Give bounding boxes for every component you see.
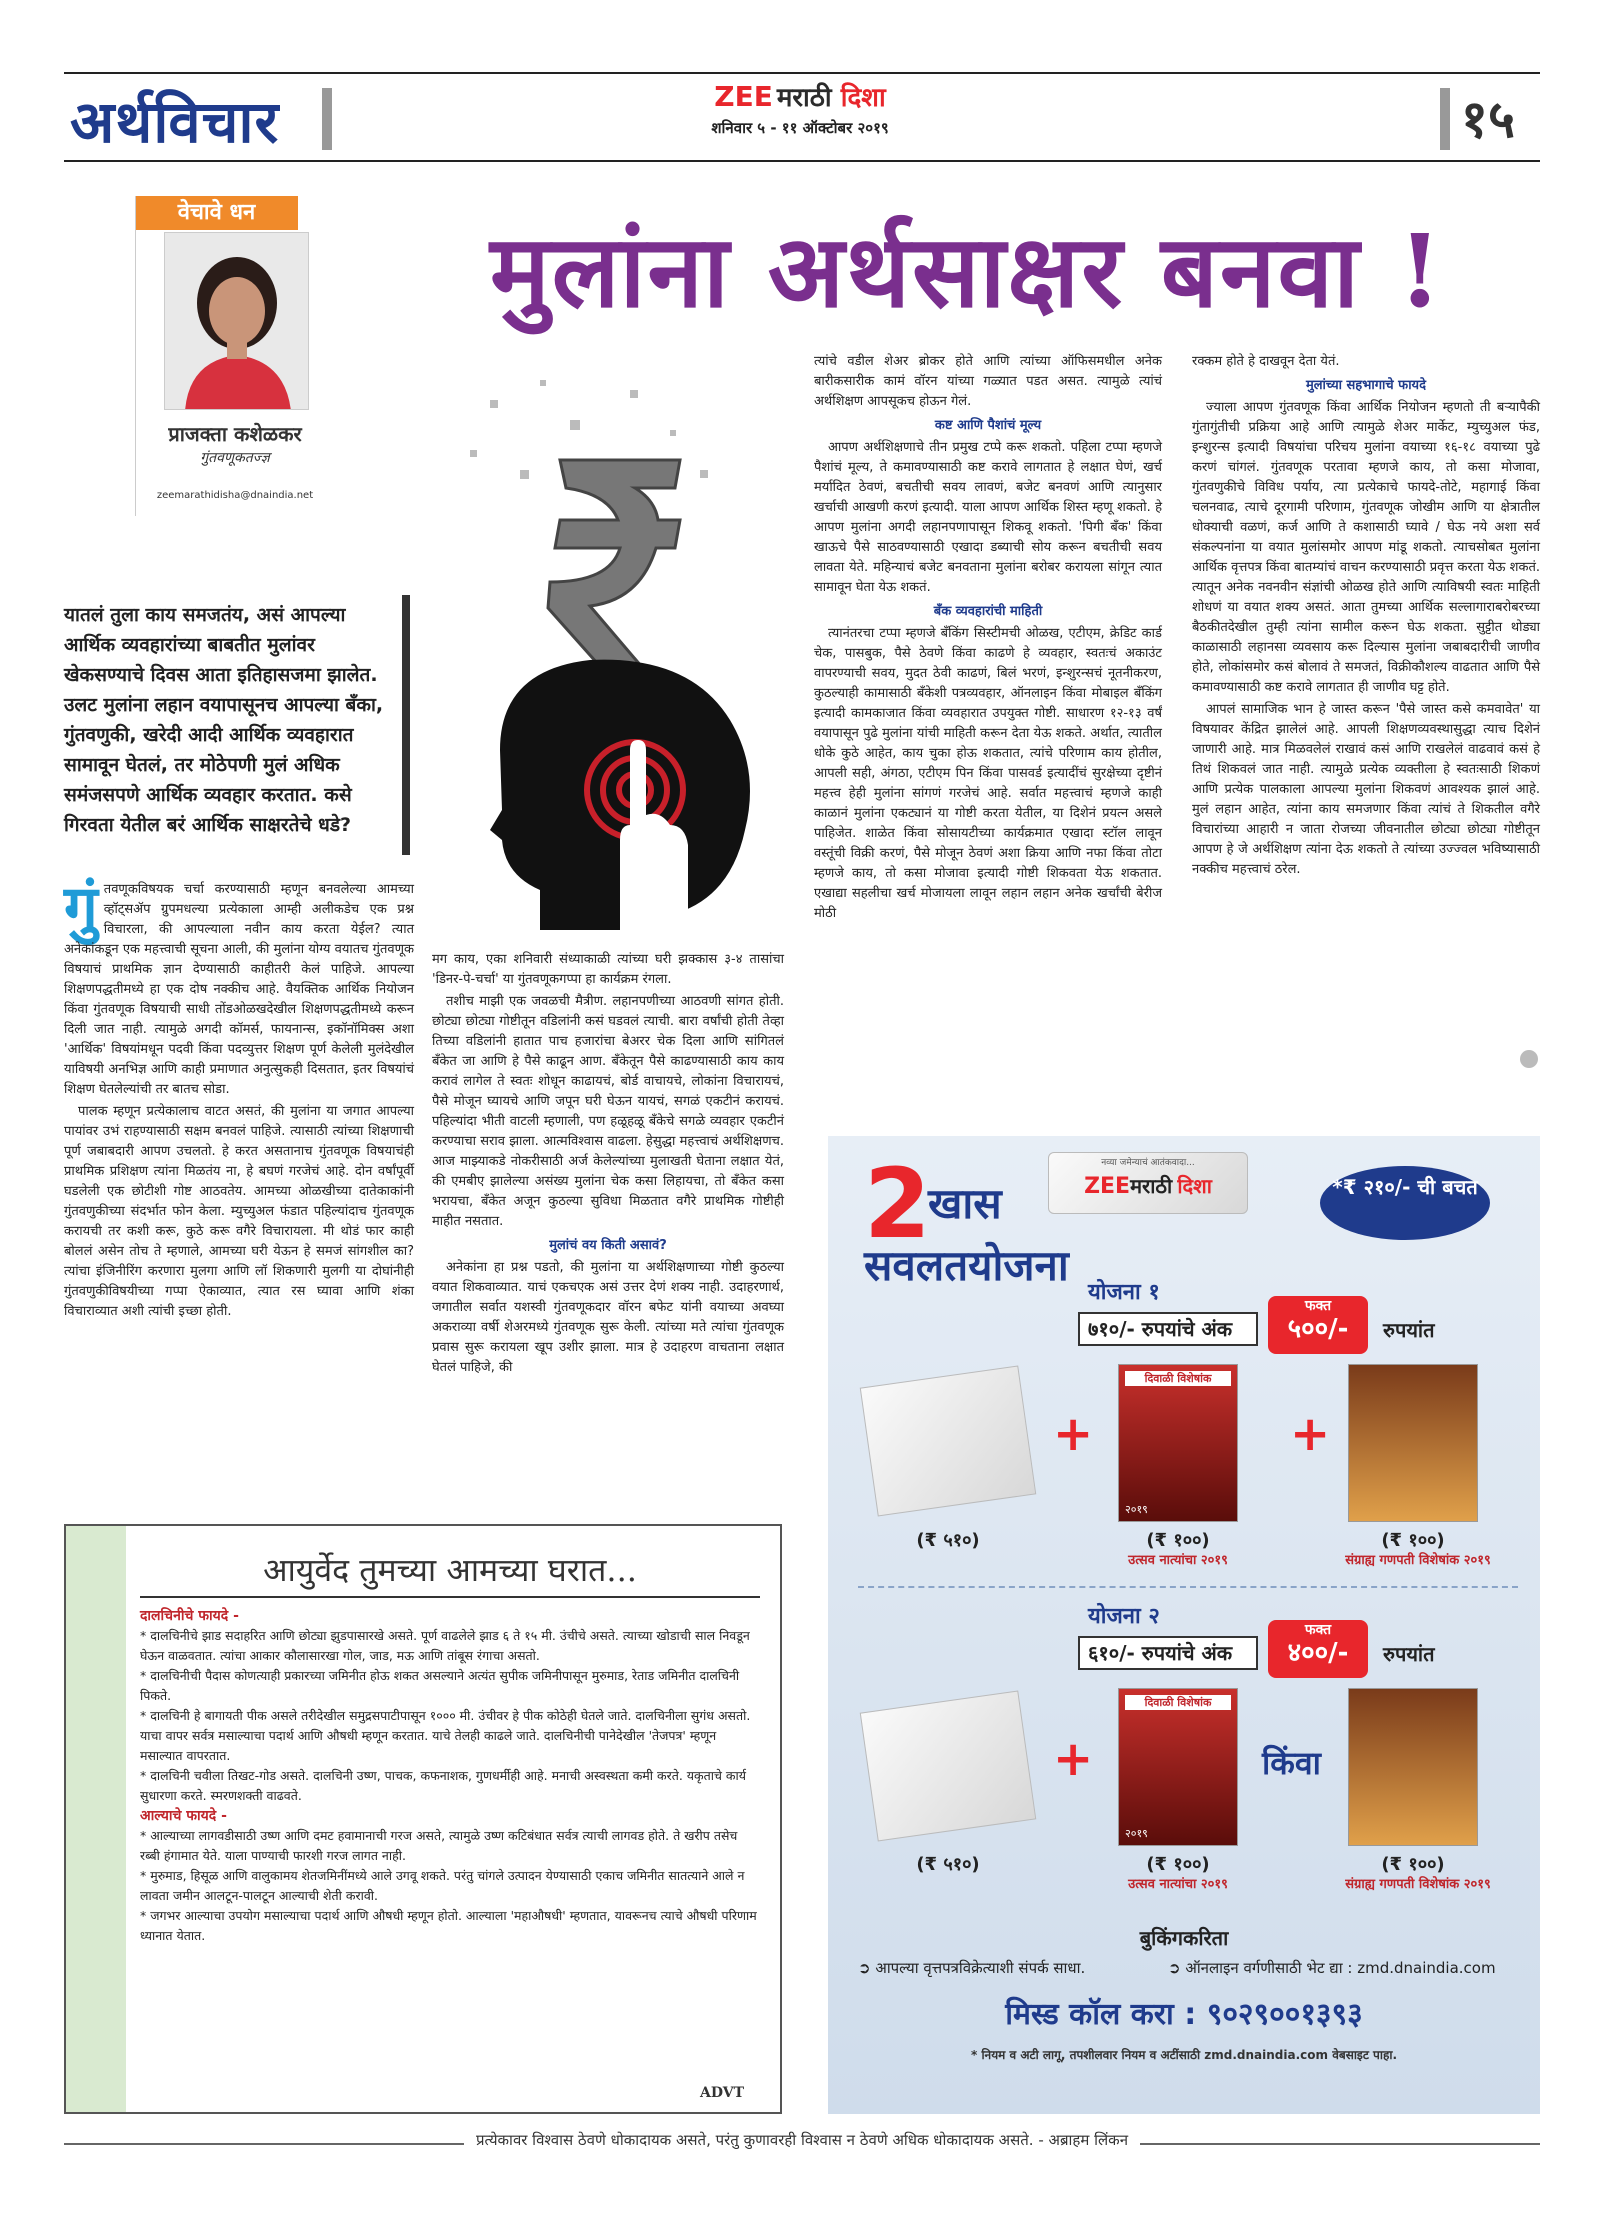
item-caption: संग्राह्य गणपती विशेषांक २०१९ (1345, 1877, 1491, 1892)
ayurveda-section-title: आल्याचे फायदे - (140, 1808, 227, 1824)
page-number: १५ (1460, 89, 1515, 150)
article-subheading: मुलांच्या सहभागाचे फायदे (1305, 378, 1427, 393)
ayurveda-ad-stripe (66, 1526, 126, 2112)
article-column-3 (814, 352, 1162, 926)
article-text: तशीच माझी एक जवळची मैत्रीण. लहानपणीच्या आठवणी सांगत होती. छोट्या छोट्या गोष्टीतून वडिलांनी कसं घडवलं त्याची. बारा वर्षांची होती तेव्हा तिच्या वडिलांनी हातात पाच हजारांचा बेअरर चेक दिला आणि सांगितलं बँकेत जा आणि हे पैसे काढून आण. बँकेतून पैसे काढण्यासाठी काय काय करावं लागेल ते स्वतः शोधून काढायचं, बोर्ड वाचायचे, लोकांना विचारायचं, पैसे मोजून घ्यायचे आणि जपून घरी घेऊन यायचं, सगळं एकटीनं करायचं. पहिल्यांदा भीती वाटली म्हणाली, पण हळूहळू बँकेचे सगळे व्यवहार एकटीनं करण्याचा सराव झाला. आत्मविश्वास वाढला. हेसुद्धा महत्त्वाचं अर्थशिक्षणच. आज माझ्याकडे नोकरीसाठी अर्ज केलेल्यांच्या मुलाखती घेताना लक्षात येतं, की एमबीए झालेल्या असंख्य मुलांना चेक कसा लिहायचा, तो बँकेत कसा भरायचा, बँकेत अजून कुठल्या सुविधा मिळतात वगैरे प्राथमिक गोष्टीही माहीत नसतात. (432, 994, 784, 1229)
or-label: किंवा (1262, 1744, 1321, 1782)
ayurveda-item: * दालचिनी हे बागायती पीक असले तरीदेखील समुद्रसपाटीपासून १००० मी. उंचीवर हे पीक कोठेही घेतले जाते. दालचिनीला सुगंध असतो. याचा वापर सर्वत्र मसाल्याचा पदार्थ आणि औषधी म्हणून करतात. याचे तेलही काढले जाते. दालचिनीची पानेदेखील 'तेजपत्र' म्हणून मसाल्यात वापरतात. (140, 1708, 751, 1763)
plus-icon: + (1290, 1406, 1331, 1462)
pageno-bar (1440, 88, 1450, 150)
booking-option-2[interactable]: ➲ ऑनलाइन वर्गणीसाठी भेट द्या : zmd.dnaindia.com (1168, 1959, 1496, 1977)
child-head-rupee-icon (430, 370, 800, 930)
section-title: अर्थविचार (70, 88, 280, 156)
item-price: (₹ ५१०) (916, 1530, 980, 1551)
section-bar (322, 88, 332, 150)
item-price: (₹ १००) (1381, 1530, 1445, 1551)
article-subheading: बँक व्यवहारांची माहिती (933, 604, 1043, 619)
scheme-2-label: योजना २ (1088, 1604, 1160, 1629)
article-text: मग काय, एका शनिवारी संध्याकाळी त्यांच्या घरी झक्कास ३-४ तासांचा 'डिनर-पे-चर्चा' या गुंतवणूकगप्पा हा कार्यक्रम रंगला. (432, 952, 784, 987)
offer-label: फक्त (1304, 1298, 1332, 1314)
diwali-cover (1118, 1688, 1238, 1846)
scheme-2-price: ६१०/- रुपयांचे अंक (1078, 1636, 1258, 1670)
ayurveda-item: * मुरुमाड, हिसूळ आणि वालुकामय शेतजमिनींमध्ये आले उगवू शकते. परंतु चांगले उत्पादन येण्यासाठी एकाच जमिनीत सातत्याने आले न लावता जमीन आलटून-पालटून आल्याची शेती करावी. (140, 1868, 745, 1903)
masthead-rule (64, 160, 1540, 162)
author-designation: गुंतवणूकतज्ज्ञ (200, 450, 270, 466)
top-rule (64, 72, 1540, 74)
diwali-cover (1118, 1364, 1238, 1522)
promo-headline-2: सवलतयोजना (864, 1241, 1069, 1290)
missed-call-number[interactable]: मिस्ड कॉल करा : ९०२९००१३९३ (1005, 1997, 1363, 2032)
cover-year: २०१९ (1125, 1827, 1148, 1840)
cover-year: २०१९ (1125, 1503, 1148, 1516)
item-caption: उत्सव नात्यांचा २०१९ (1128, 1877, 1228, 1892)
scheme-divider (858, 1586, 1518, 1588)
booking-option-1: ➲ आपल्या वृत्तपत्रविक्रेत्याशी संपर्क साधा. (858, 1959, 1086, 1977)
offer-label: फक्त (1304, 1622, 1332, 1638)
dropcap: गुं (64, 873, 98, 943)
author-photo (164, 232, 309, 410)
article-text: आपलं सामाजिक भान हे जास्त करून 'पैसे जास्त कसे कमवावेत' या विषयावर केंद्रित झालेलं आहे. आपली शिक्षणव्यवस्थासुद्धा त्याच दिशेनं जाणारी आहे. मात्र मिळवलेलं राखावं कसं आणि राखलेलं वाढवावं कसं हे तिथं शिकवलं जात नाही. त्यामुळे प्रत्येक व्यक्तीला हे स्वतःसाठी शिकणं आणि प्रत्येक पालकाला आपल्या मुलांना शिकवणं आवश्यक झालं आहे. मुलं लहान आहेत, त्यांना काय समजणार किंवा त्यांचं ते शिकतील वगैरे विचारांच्या आहारी न जाता रोजच्या जीवनातील छोट्या छोट्या गोष्टीतून आपण हे जे अर्थशिक्षण त्यांना देऊ शकतो ते त्यांच्या उज्ज्वल भविष्यासाठी नक्कीच महत्त्वाचं ठरेल. (1192, 702, 1540, 877)
author-name: प्राजक्ता कशेळकर (168, 422, 302, 446)
ayurveda-title-rule (140, 1596, 760, 1598)
article-text: त्यांचे वडील शेअर ब्रोकर होते आणि त्यांच्या ऑफिसमधील अनेक बारीकसारीक कामं वॉरन यांच्या गळ्यात पडत असत. त्यामुळे त्यांचं अर्थशिक्षण आपसूकच होऊन गेलं. (814, 354, 1162, 409)
article-text: तवणूकविषयक चर्चा करण्यासाठी म्हणून बनवलेल्या आमच्या व्हॉट्सॲप ग्रुपमधल्या प्रत्येकाला आम्ही अलीकडेच एक प्रश्न विचारला, की आपल्याला नवीन काय करता येईल? त्यात अनेकांकडून एक महत्त्वाची सूचना आली, की मुलांना योग्य वयातच गुंतवणूक विषयाचं प्राथमिक ज्ञान देण्यासाठी काहीतरी केलं पाहिजे. आपल्या शिक्षणपद्धतीमध्ये हा एक दोष नक्कीच आहे. वैयक्तिक आर्थिक नियोजन किंवा गुंतवणूक विषयाची साधी तोंडओळखदेखील शिक्षणपद्धतीमध्ये करून दिली जात नाही. त्यामुळे अगदी कॉमर्स, फायनान्स, इकॉनॉमिक्स अशा 'आर्थिक' विषयांमधून पदवी किंवा पदव्युत्तर शिक्षण पूर्ण केलेली मुलंदेखील याविषयी अनभिज्ञ आणि काही प्रमाणात अनुत्सुकही दिसतात, इतर विषयांचं शिक्षण घेतलेल्यांची तर बातच सोडा. (64, 882, 414, 1097)
article-illustration (430, 370, 800, 930)
scheme-1-suffix: रुपयांत (1383, 1318, 1435, 1342)
newspaper-image (860, 1365, 1037, 1516)
article-text: त्यानंतरचा टप्पा म्हणजे बँकिंग सिस्टीमची ओळख, एटीएम, क्रेडिट कार्ड चेक, पासबुक, पैसे ठेवणे किंवा काढणे हे व्यवहार, स्वतःचं अकाउंट वापरण्याची सवय, मुदत ठेवी काढणं, बिलं भरणं, इन्शुरन्सचं नूतनीकरण, कुठल्याही कामासाठी बँकेशी पत्रव्यवहार, ऑनलाइन किंवा मोबाइल बँकिंग इत्यादी कामकाजात किंवा व्यवहारात उपयुक्त गोष्टी. साधारण १२-१३ वर्षं वयापासून पुढे मुलांना यांची माहिती करून देता येऊ शकते. अर्थात, त्यातील धोके कुठे आहेत, काय चुका होऊ शकतात, त्यांचे परिणाम काय होतील, आपली सही, अंगठा, एटीएम पिन किंवा पासवर्ड इत्यादींचं सुरक्षेच्या दृष्टीनं महत्त्व हेही मुलांना सांगणं गरजेचं आहे. सर्वात महत्त्वाचं म्हणजे काही काळानं मुलांना एकट्यानं या गोष्टी करता येतील, या दिशेनं प्रयत्न असले पाहिजेत. शाळेत किंवा सोसायटीच्या कार्यक्रमात एखादा स्टॉल लावून वस्तूंची विक्री करणं, पैसे मोजून ठेवणं अशा क्रिया आणि नफा किंवा तोटा म्हणजे काय, तो कसा मोजावा इत्यादी गोष्टी शिकवता येऊ शकतात. एखाद्या सहलीचा खर्च मोजायला लावून लहान लहान अनेक खर्चांची बेरीज मोठी (814, 626, 1162, 921)
ayurveda-body (140, 1606, 760, 1946)
ayurveda-item: * आल्याच्या लागवडीसाठी उष्ण आणि दमट हवामानाची गरज असते, त्यामुळे उष्ण कटिबंधात सर्वत्र त्याची लागवड होते. ते खरीप तसेच रब्बी हंगामात येते. याला पाण्याची फारशी गरज लागत नाही. (140, 1828, 738, 1863)
article-subheading: कष्ट आणि पैशांचं मूल्य (934, 418, 1042, 433)
end-mark-icon (1520, 1050, 1538, 1068)
ayurveda-item: * दालचिनी चवीला तिखट-गोड असते. दालचिनी उष्ण, पाचक, कफनाशक, गुणधर्मीही आहे. मनाची अस्वस्थता कमी करते. यकृताचे कार्य सुधारणा करते. स्मरणशक्ती वाढवते. (140, 1768, 746, 1803)
promo-big-number: 2 (864, 1148, 931, 1260)
booking-title: बुकिंगकरिता (1139, 1926, 1229, 1950)
article-column-4 (1192, 352, 1540, 882)
masthead-logo (680, 78, 920, 150)
plus-icon: + (1053, 1731, 1094, 1787)
saving-badge: *₹ २१०/- ची बचत (1320, 1166, 1490, 1240)
item-caption: संग्राह्य गणपती विशेषांक २०१९ (1345, 1553, 1491, 1568)
scheme-1-offer (1268, 1296, 1368, 1354)
author-email: zeemarathidisha@dnaindia.net (156, 490, 314, 501)
article-text: पालक म्हणून प्रत्येकालाच वाटत असतं, की मुलांना या जगात आपल्या पायांवर उभं राहण्यासाठी सक्षम बनवलं पाहिजे. त्यासाठी त्यांच्या शिक्षणाची पूर्ण जबाबदारी आपण उचलतो. हे करत असतानाच गुंतवणूक विषयाचंही प्राथमिक प्रशिक्षण त्यांना मिळतंय ना, हे बघणं गरजेचं आहे. दोन वर्षांपूर्वी घडलेली एक छोटीशी गोष्ट आठवतेय. आमच्या ओळखीच्या दातेकाकांनी गुंतवणुकीच्या संदर्भात फोन केला. म्युच्युअल फंडात पहिल्यांदाच गुंतवणूक करायची तर कशी करू, कुठे करू वगैरे विचारायला. मी थोडं फार काही बोललं असेन तोच ते म्हणाले, आमच्या घरी येऊन हे समजं सांगशील का? त्यांचा इंजिनीरिंग करणारा मुलगा आणि लॉ शिकणारी मुलगी या दोघांनीही गुंतवणुकीविषयीच्या गप्पा ऐकाव्यात, त्यात रस घ्यावा आणि शंका विचाराव्यात अशी त्यांची इच्छा होती. (64, 1104, 414, 1319)
logo-zee: ZEE (714, 80, 773, 113)
item-price: (₹ १००) (1146, 1854, 1210, 1875)
scheme-1-price: ७१०/- रुपयांचे अंक (1078, 1312, 1258, 1346)
promo-logo-marathi: मराठी (1130, 1174, 1173, 1198)
newspaper-image (860, 1690, 1037, 1841)
article-column-2 (432, 950, 784, 1380)
intro-bar (402, 595, 410, 855)
column-border (135, 196, 136, 516)
item-price: (₹ १००) (1381, 1854, 1445, 1875)
cover-title: दिवाळी विशेषांक (1125, 1371, 1231, 1386)
plus-icon: + (1053, 1406, 1094, 1462)
footer-quote: प्रत्येकावर विश्वास ठेवणे धोकादायक असते, परंतु कुणावरही विश्वास न ठेवणे अधिक धोकादायक असते. - अब्राहम लिंकन (464, 2131, 1140, 2149)
article-text: आपण अर्थशिक्षणाचे तीन प्रमुख टप्पे करू शकतो. पहिला टप्पा म्हणजे पैशांचं मूल्य, ते कमावण्यासाठी कष्ट करावे लागतात हे लक्षात घेणं, खर्च मर्यादित ठेवणं, बचतीची सवय लावणं, बजेट बनवणं आणि त्यानुसार खर्चाची आखणी करणं इत्यादी. याला आपण आर्थिक शिस्त म्हणू शकतो. हे आपण मुलांना अगदी लहानपणापासून शिकवू शकतो. 'पिगी बँक' किंवा खाऊचे पैसे साठवण्यासाठी एखादा डब्याची सोय करून बचतीची सवय लावता येते. महिन्याचं बजेट बनवताना मुलांना बरोबर करायला सांगून त्यात सामावून घेता येऊ शकतं. (814, 440, 1162, 595)
scheme-2-suffix: रुपयांत (1383, 1642, 1435, 1666)
author-portrait-icon (165, 233, 309, 410)
offer-price: ५००/- (1287, 1314, 1349, 1344)
ayurveda-title: आयुर्वेद तुमच्या आमच्या घरात... (263, 1551, 637, 1589)
subscription-promo (828, 1136, 1540, 2114)
advt-label: ADVT (700, 2085, 745, 2101)
article-text: अनेकांना हा प्रश्न पडतो, की मुलांना या अर्थशिक्षणाच्या गोष्टी कुठल्या वयात शिकवाव्यात. याचं एकचएक असं उत्तर देणं शक्य नाही. उदाहरणार्थ, जगातील सर्वात यशस्वी गुंतवणूकदार वॉरन बफेट यांनी वयाच्या अवघ्या अकराव्या वर्षी शेअरमध्ये गुंतवणूक सुरू केली. त्यांच्या मते त्यांचा गुंतवणूक प्रवास सुरू करायला खूप उशीर झाला. मात्र हे उदाहरण वाचताना लक्षात घेतलं पाहिजे, की (432, 1260, 784, 1375)
promo-logo-tagline: नव्या जमेन्याचं आतंकवादा... (1101, 1158, 1195, 1168)
item-price: (₹ ५१०) (916, 1854, 980, 1875)
scheme-2-offer (1268, 1620, 1368, 1678)
cover-title: दिवाळी विशेषांक (1125, 1695, 1231, 1710)
ganpati-cover (1348, 1364, 1478, 1522)
ganpati-cover (1348, 1688, 1478, 1846)
logo-disha: दिशा (840, 83, 886, 113)
ayurveda-section-title: दालचिनीचे फायदे - (140, 1608, 239, 1624)
promo-logo-zee: ZEE (1084, 1174, 1131, 1199)
promo-headline-1: खास (928, 1179, 1002, 1228)
footer-quote-wrap (64, 2130, 1540, 2150)
ayurveda-item: * जगभर आल्याचा उपयोग मसाल्याचा पदार्थ आणि औषधी म्हणून होतो. आल्याला 'महाऔषधी' म्हणतात, यावरूनच त्याचे औषधी परिणाम ध्यानात येतात. (140, 1908, 757, 1943)
article-headline: मुलांना अर्थसाक्षर बनवा ! (490, 212, 1444, 330)
article-column-1 (64, 873, 414, 1324)
article-text: रक्कम होते हे दाखवून देता येतं. (1192, 354, 1340, 369)
ayurveda-item: * दालचिनीचे झाड सदाहरित आणि छोट्या झुडपासारखे असते. पूर्ण वाढलेले झाड ६ ते १५ मी. उंचीचे असते. त्याच्या खोडाची साल निवडून घेऊन वाळवतात. त्यांचा आकार कौलासारखा गोल, जाड, मऊ आणि तांबूस रंगाचा असतो. (140, 1628, 750, 1663)
promo-logo-disha: दिशा (1177, 1174, 1212, 1198)
scheme-1-label: योजना १ (1088, 1280, 1160, 1305)
ayurveda-item: * दालचिनीची पैदास कोणत्याही प्रकारच्या जमिनीत होऊ शकत असल्याने अत्यंत सुपीक जमिनीपासून मुरुमाड, रेताड जमिनीत दालचिनी पिकते. (140, 1668, 740, 1703)
promo-logo-roll (1048, 1152, 1248, 1214)
logo-marathi: मराठी (776, 83, 832, 113)
item-price: (₹ १००) (1146, 1530, 1210, 1551)
offer-price: ४००/- (1287, 1638, 1349, 1668)
promo-terms: * नियम व अटी लागू, तपशीलवार नियम व अटींसाठी zmd.dnaindia.com वेबसाइट पाहा. (970, 2048, 1398, 2062)
item-caption: उत्सव नात्यांचा २०१९ (1128, 1553, 1228, 1568)
article-subheading: मुलांचं वय किती असावं? (549, 1238, 667, 1253)
article-intro: यातलं तुला काय समजतंय, असं आपल्या आर्थिक व्यवहारांच्या बाबतीत मुलांवर खेकसण्याचे दिवस आता इतिहासजमा झालेत. उलट मुलांना लहान वयापासूनच आपल्या बँका, गुंतवणुकी, खरेदी आदी आर्थिक व्यवहारात सामावून घेतलं, तर मोठेपणी मुलं अधिक समंजसपणे आर्थिक व्यवहार करतात. कसे गिरवता येतील बरं आर्थिक साक्षरतेचे धडे? (64, 604, 384, 836)
issue-date: शनिवार ५ - ११ ऑक्टोबर २०१९ (711, 119, 889, 137)
column-tag: वेचावे धन (135, 196, 298, 230)
article-text: ज्याला आपण गुंतवणूक किंवा आर्थिक नियोजन म्हणतो ती बऱ्यापैकी गुंतागुंतीची प्रक्रिया आहे आणि त्यामुळे शेअर मार्केट, म्युच्युअल फंड, इन्शुरन्स इत्यादी विषयांचा परिचय मुलांना वयाच्या १६-१८ वयाच्या पुढे करणं चांगलं. गुंतवणूक परतावा म्हणजे काय, तो कसा मोजावा, गुंतवणुकीचे विविध पर्याय, त्या प्रत्येकाचे फायदे-तोटे, महागाई किंवा चलनवाढ, त्याचे दूरगामी परिणाम, गुंतवणूक जोखीम आणि या क्षेत्रातील धोक्याची वळणं, कर्ज आणि ते कशासाठी घ्यावे / घेऊ नये अशा सर्व संकल्पनांना या वयात मुलांसमोर आपण मांडू शकतो. त्याचसोबत मुलांना आर्थिक वृत्तपत्र किंवा बातम्यांचं वाचन करण्यासाठी प्रवृत्त करता येऊ शकतं. त्यातून अनेक नवनवीन संज्ञांची ओळख होते आणि त्याविषयी स्वतः माहिती शोधणं या वयात शक्य असतं. आता तुमच्या आर्थिक सल्लागाराबरोबरच्या बैठकीतदेखील तुम्ही त्यांना सामील करून घेऊ शकता. सुट्टीत थोड्या काळासाठी लहानसा व्यवसाय करू दिल्यास मुलांना जबाबदारीची जाणीव होते, लोकांसमोर कसं बोलावं ते समजतं, विक्रीकौशल्य वाढतात आणि पैसे कमावण्यासाठी कष्ट करावे लागतात ही जाणीव घट्ट होते. (1192, 400, 1540, 695)
